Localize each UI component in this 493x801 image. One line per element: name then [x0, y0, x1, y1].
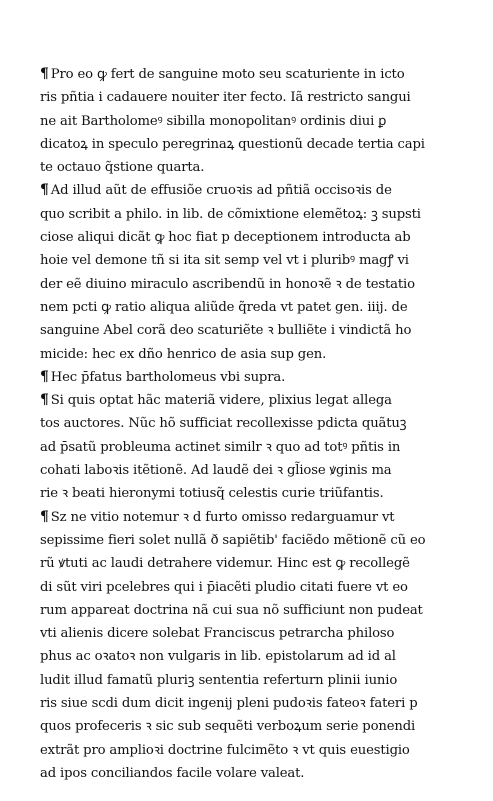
line-text: Pro eo ꝙ fert de sanguine moto seu scaturiente in icto	[50, 67, 405, 82]
text-line	[40, 576, 465, 599]
text-line	[40, 599, 465, 622]
line-text: te octauo q̃stione quarta.	[40, 160, 205, 176]
text-line	[40, 482, 465, 505]
line-text: ris siue scdi dum dicit ingenij pleni pudoꝛis fateoꝛ fateri p	[40, 696, 418, 712]
line-text: rũ ꝟtuti ac laudi detrahere videmur. Hinc est ꝙ recollegẽ	[40, 556, 410, 572]
text-line	[40, 669, 465, 692]
text-line	[40, 506, 465, 529]
line-text: der eẽ diuino miraculo ascribendũ in honoꝛẽ ꝛ de testatio	[40, 276, 415, 292]
line-text: dicatoꝝ in speculo peregrinaꝝ questionũ decade tertia capi	[40, 136, 425, 152]
text-line	[40, 133, 465, 156]
text-line	[40, 296, 465, 319]
text-line	[40, 156, 465, 179]
line-text: tos auctores. Nũc hõ sufficiat recollexisse pdicta quãtuꝫ	[40, 416, 407, 432]
paragraph-mark-icon: ¶	[40, 508, 49, 525]
line-text: ne ait Bartholomeꝰ sibilla monopolitanꝰ ordinis diui ꝑ	[40, 113, 387, 129]
text-line	[40, 459, 465, 482]
text-line	[40, 739, 465, 762]
line-text: ris pñtia i cadauere nouiter iter fecto. Iã restricto sangui	[40, 90, 411, 106]
text-line	[40, 273, 465, 296]
text-line	[40, 436, 465, 459]
text-block	[40, 63, 465, 785]
line-text: rum appareat doctrina nã cui sua nõ sufficiunt non pudeat	[40, 602, 423, 618]
line-text: vti alienis dicere solebat Franciscus petrarcha philoso	[40, 626, 395, 642]
line-text: hoie vel demone tñ si ita sit semp vel vt i pluribꝰ magꝭ vi	[40, 253, 409, 269]
text-line	[40, 343, 465, 366]
line-text: cohati laboꝛis itẽtionẽ. Ad laudẽ dei ꝛ gl̃iose ꝟginis ma	[40, 463, 392, 479]
line-text: Si quis optat hãc materiã videre, plixius legat allega	[50, 393, 392, 409]
line-text: ciose aliqui dicãt ꝙ hoc fiat p deceptionem introducta ab	[40, 230, 411, 246]
line-text: ludit illud famatũ pluriꝫ sententia referturn plinii iunio	[40, 672, 398, 688]
line-text: extrãt pro amplioꝛi doctrine fulcimẽto ꝛ vt quis euestigio	[40, 742, 410, 758]
line-text: quos profeceris ꝛ sic sub sequẽti verboꝝum serie ponendi	[40, 719, 416, 735]
text-line	[40, 552, 465, 575]
text-line	[40, 226, 465, 249]
line-text: di sũt viri pcelebres qui i p̄iacẽti pludio citati fuere vt eo	[40, 579, 408, 595]
line-text: sanguine Abel corã deo scaturiẽte ꝛ bulliẽte i vindictã ho	[40, 323, 412, 339]
paragraph-mark-icon: ¶	[40, 392, 49, 409]
paragraph-mark-icon: ¶	[40, 66, 49, 82]
line-text: Ad illud aũt de effusiõe cruoꝛis ad pñtiã occisoꝛis de	[50, 183, 392, 199]
line-text: rie ꝛ beati hieronymi totiusq̃ celestis curie triũfantis.	[40, 486, 384, 502]
text-line	[40, 622, 465, 645]
text-line	[40, 179, 465, 202]
text-line	[40, 319, 465, 342]
text-line	[40, 389, 465, 412]
line-text: ad ipos conciliandos facile volare valeat.	[40, 765, 305, 781]
paragraph-mark-icon: ¶	[40, 368, 49, 385]
text-line	[40, 715, 465, 738]
text-line	[40, 645, 465, 668]
text-line	[40, 203, 465, 226]
line-text: phus ac oꝛatoꝛ non vulgaris in lib. epistolarum ad id al	[40, 649, 396, 665]
text-line	[40, 110, 465, 133]
line-text: quo scribit a philo. in lib. de cõmixtione elemẽtoꝝ: ꝫ supsti	[40, 206, 421, 222]
line-text: ad p̄satũ probleuma actinet similr ꝛ quo ad totꝰ pñtis in	[40, 439, 401, 455]
line-text: Sz ne vitio notemur ꝛ d furto omisso redarguamur vt	[50, 509, 395, 525]
text-line	[40, 692, 465, 715]
text-line	[40, 249, 465, 272]
text-line	[40, 529, 465, 552]
text-line	[40, 412, 465, 435]
line-text: micide: hec ex dño henrico de asia sup gen.	[40, 346, 327, 362]
paragraph-mark-icon: ¶	[40, 182, 49, 199]
text-line	[40, 63, 465, 86]
text-line	[40, 86, 465, 109]
text-line	[40, 366, 465, 389]
text-line	[40, 762, 465, 785]
line-text: nem pcti ꝙ ratio aliqua aliũde q̃reda vt patet gen. iiij. de	[40, 299, 408, 315]
line-text: Hec p̄fatus bartholomeus vbi supra.	[50, 369, 286, 385]
line-text: sepissime fieri solet nullã ð sapiẽtib' faciẽdo mẽtionẽ cũ eo	[40, 532, 426, 548]
